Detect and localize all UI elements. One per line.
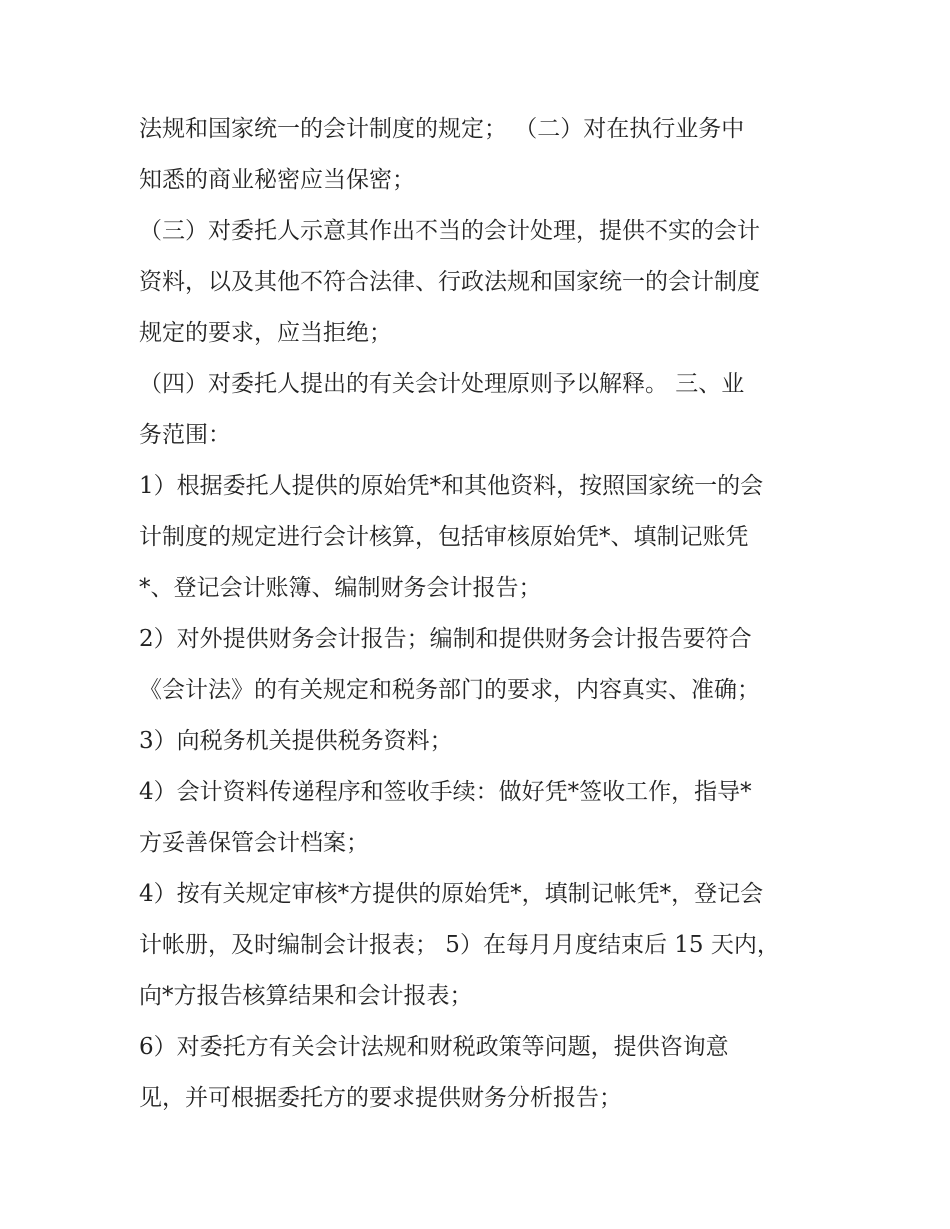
- text-line: 计帐册，及时编制会计报表； 5）在每月月度结束后 15 天内，: [139, 932, 780, 958]
- text-line: 计制度的规定进行会计核算，包括审核原始凭*、填制记账凭: [139, 524, 749, 550]
- text-line: 方妥善保管会计档案；: [139, 830, 369, 856]
- text-line: （四）对委托人提出的有关会计处理原则予以解释。 三、业: [139, 371, 745, 397]
- text-line: 4）按有关规定审核*方提供的原始凭*，填制记帐凭*，登记会: [139, 881, 764, 907]
- text-line: *、登记会计账簿、编制财务会计报告；: [139, 575, 542, 601]
- text-line: 6）对委托方有关会计法规和财税政策等问题，提供咨询意: [139, 1034, 729, 1060]
- text-line: 4）会计资料传递程序和签收手续：做好凭*签收工作，指导*: [139, 779, 752, 805]
- text-line: （三）对委托人示意其作出不当的会计处理，提供不实的会计: [139, 218, 760, 244]
- text-line: 资料，以及其他不符合法律、行政法规和国家统一的会计制度: [139, 269, 760, 295]
- text-line: 务范围：: [139, 422, 231, 448]
- text-line: 《会计法》的有关规定和税务部门的要求，内容真实、准确；: [139, 677, 760, 703]
- text-line: 法规和国家统一的会计制度的规定； （二）对在执行业务中: [139, 116, 745, 142]
- text-line: 3）向税务机关提供税务资料；: [139, 728, 453, 754]
- body-text: [139, 104, 829, 1124]
- text-line: 规定的要求，应当拒绝；: [139, 320, 392, 346]
- text-line: 2）对外提供财务会计报告；编制和提供财务会计报告要符合: [139, 626, 752, 652]
- text-line: 知悉的商业秘密应当保密；: [139, 167, 415, 193]
- text-line: 见，并可根据委托方的要求提供财务分析报告；: [139, 1085, 622, 1111]
- text-line: 1）根据委托人提供的原始凭*和其他资料，按照国家统一的会: [139, 473, 764, 499]
- text-line: 向*方报告核算结果和会计报表；: [139, 983, 473, 1009]
